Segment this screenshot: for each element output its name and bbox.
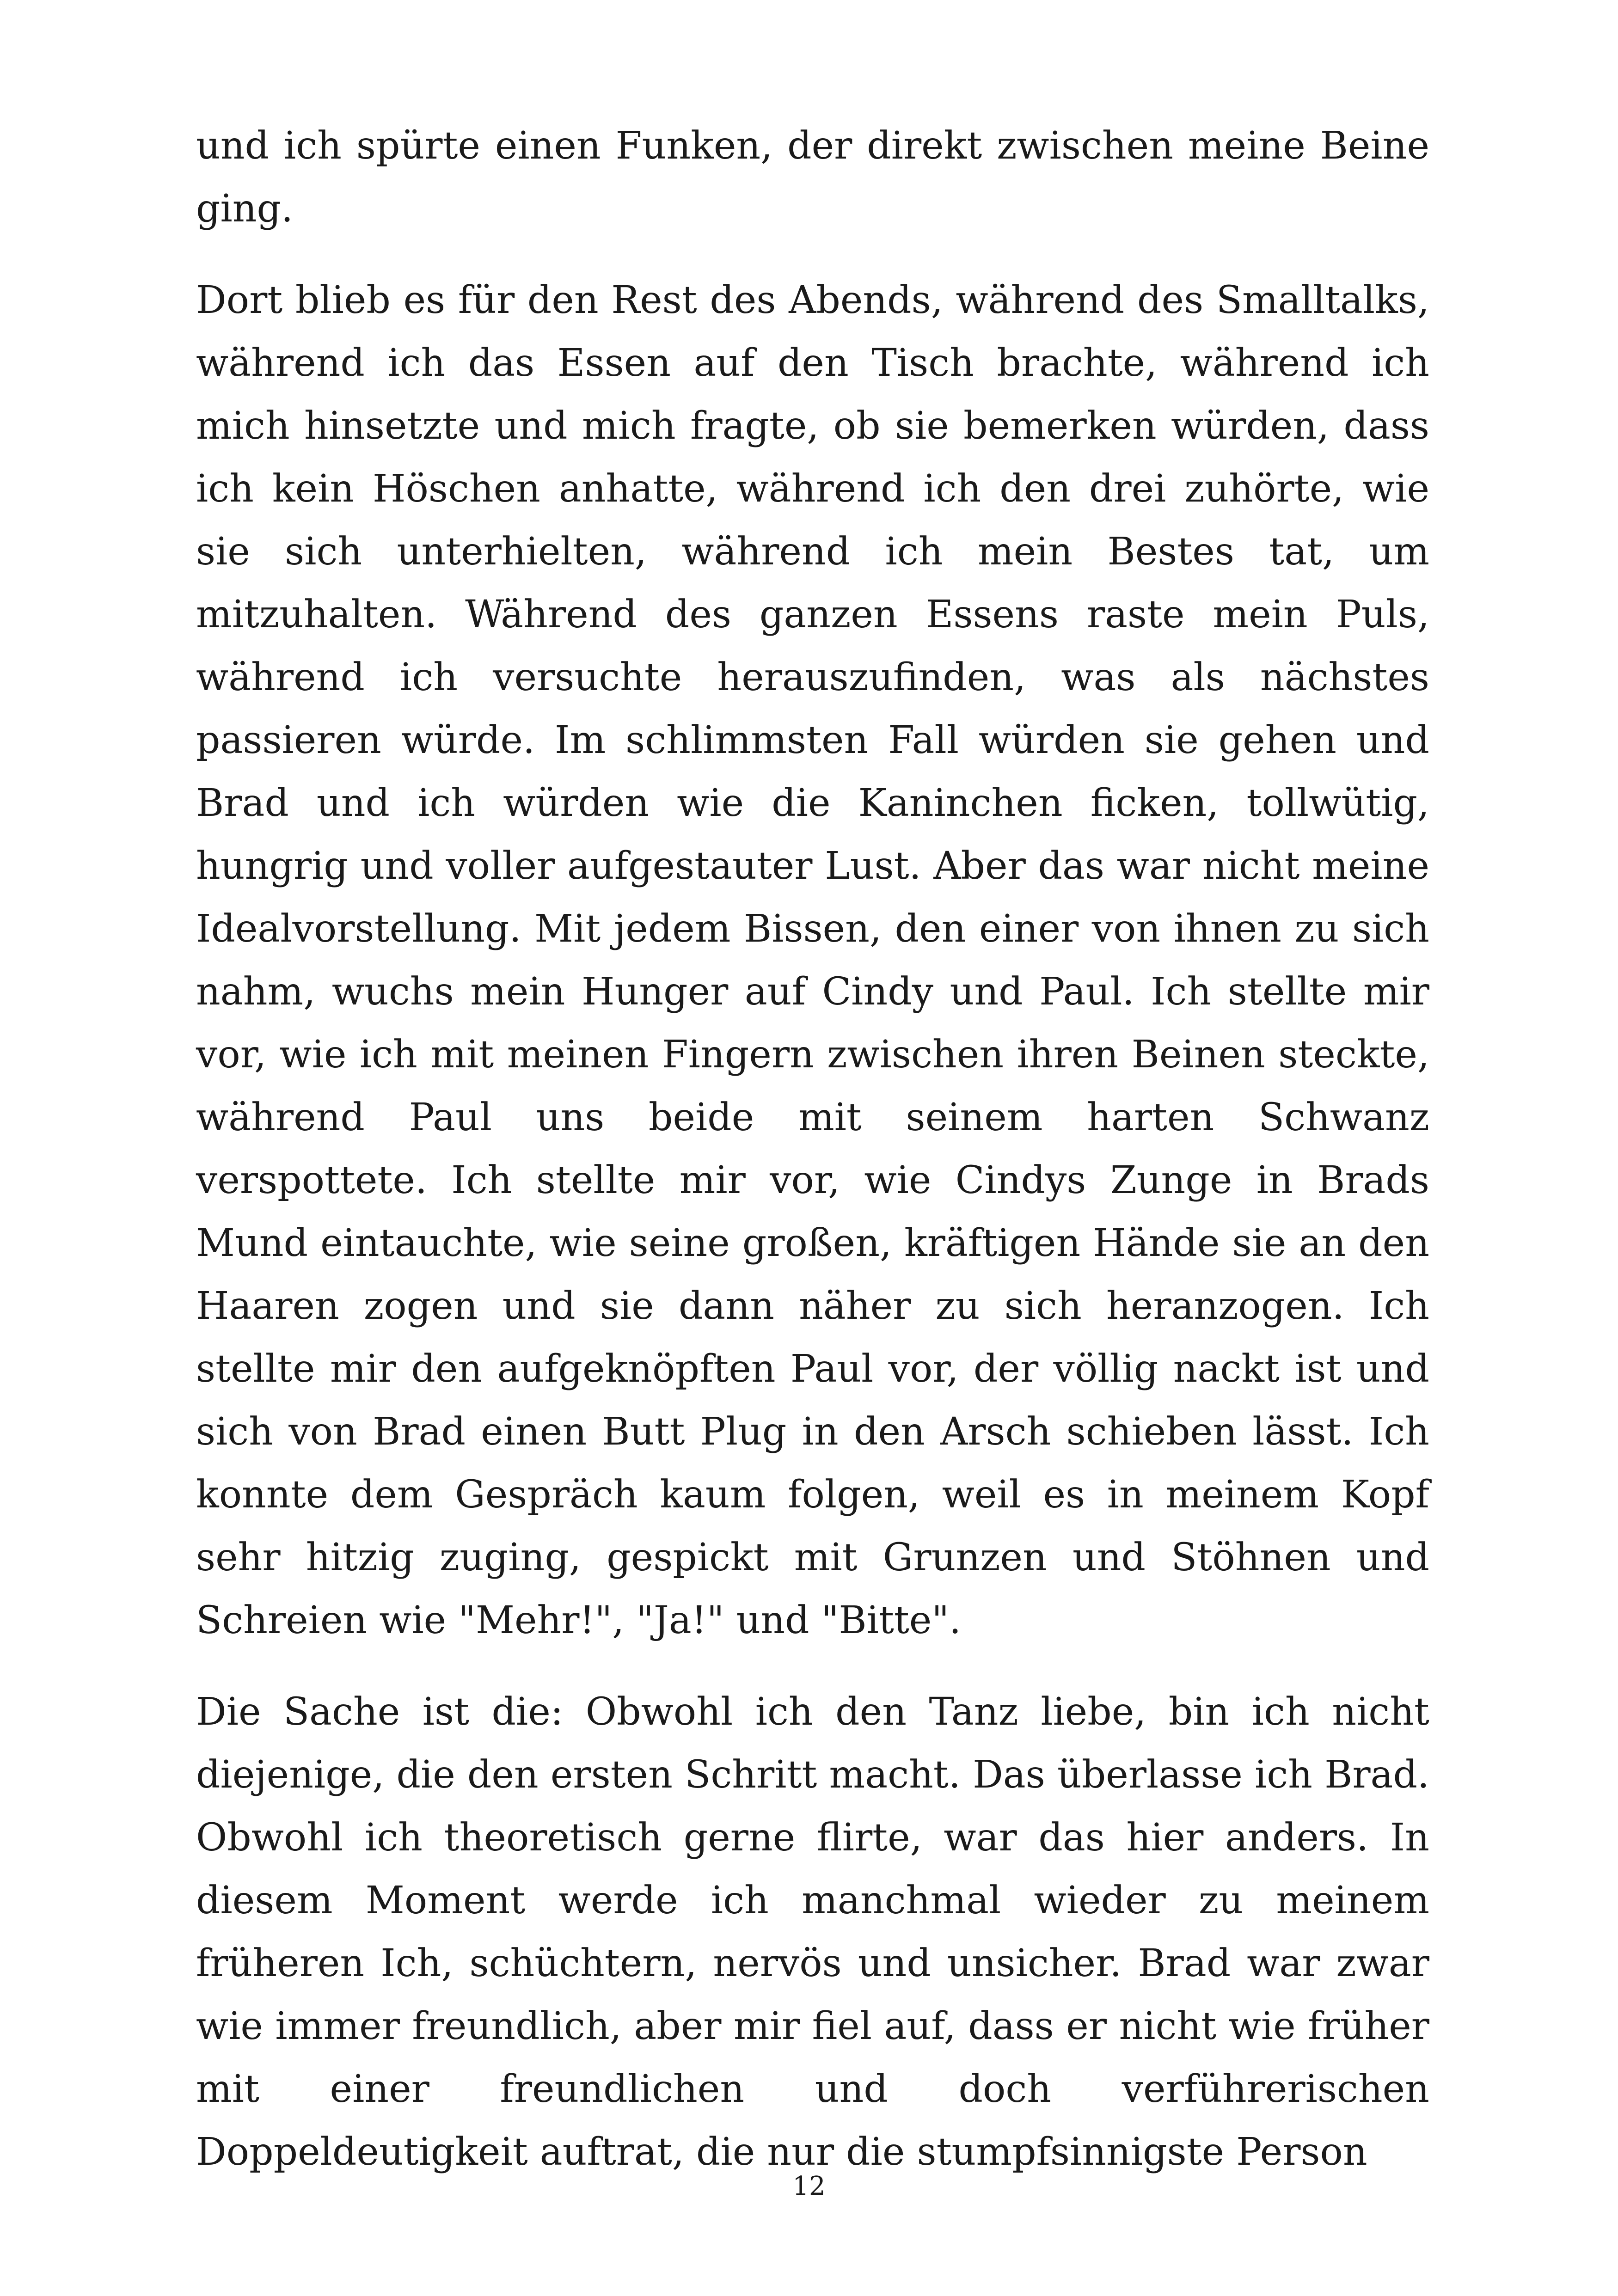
page-number: 12 (792, 2171, 826, 2201)
paragraph-2: Dort blieb es für den Rest des Abends, während des Smalltalks, während ich das Essen auf den Tisch brachte, während ich mich hinsetzte und mich fragte, ob sie bemerken würden, dass ich kein Höschen anhatte, während ich den drei zuhörte, wie sie sich unterhielten, während ich mein Bestes tat, um mitzuhalten. Während des ganzen Essens raste mein Puls, während ich versuchte herauszufinden, was als nächstes passieren würde. Im schlimmsten Fall würden sie gehen und Brad und ich würden wie die Kaninchen ficken, tollwütig, hungrig und voller aufgestauter Lust. Aber das war nicht meine Idealvorstellung. Mit jedem Bissen, den einer von ihnen zu sich nahm, wuchs mein Hunger auf Cindy und Paul. Ich stellte mir vor, wie ich mit meinen Fingern zwischen ihren Beinen steckte, während Paul uns beide mit seinem harten Schwanz verspottete. Ich stellte mir vor, wie Cindys Zunge in Brads Mund eintauchte, wie seine großen, kräftigen Hände sie an den Haaren zogen und sie dann näher zu sich heranzogen. Ich stellte mir den aufgeknöpften Paul vor, der völlig nackt ist und sich von Brad einen Butt Plug in den Arsch schieben lässt. Ich konnte dem Gespräch kaum folgen, weil es in meinem Kopf sehr hitzig zuging, gespickt mit Grunzen und Stöhnen und Schreien wie "Mehr!", "Ja!" und "Bitte". (196, 278, 1429, 1642)
paragraph-1: und ich spürte einen Funken, der direkt zwischen meine Beine ging. (196, 124, 1429, 231)
body-text (196, 115, 1429, 2184)
paragraph-3: Die Sache ist die: Obwohl ich den Tanz liebe, bin ich nicht diejenige, die den ersten Schritt macht. Das überlasse ich Brad. Obwohl ich theoretisch gerne flirte, war das hier anders. In diesem Moment werde ich manchmal wieder zu meinem früheren Ich, schüchtern, nervös und unsicher. Brad war zwar wie immer freundlich, aber mir fiel auf, dass er nicht wie früher mit einer freundlichen und doch verführerischen Doppeldeutigkeit auftrat, die nur die stumpfsinnigste Person (196, 1690, 1429, 2174)
